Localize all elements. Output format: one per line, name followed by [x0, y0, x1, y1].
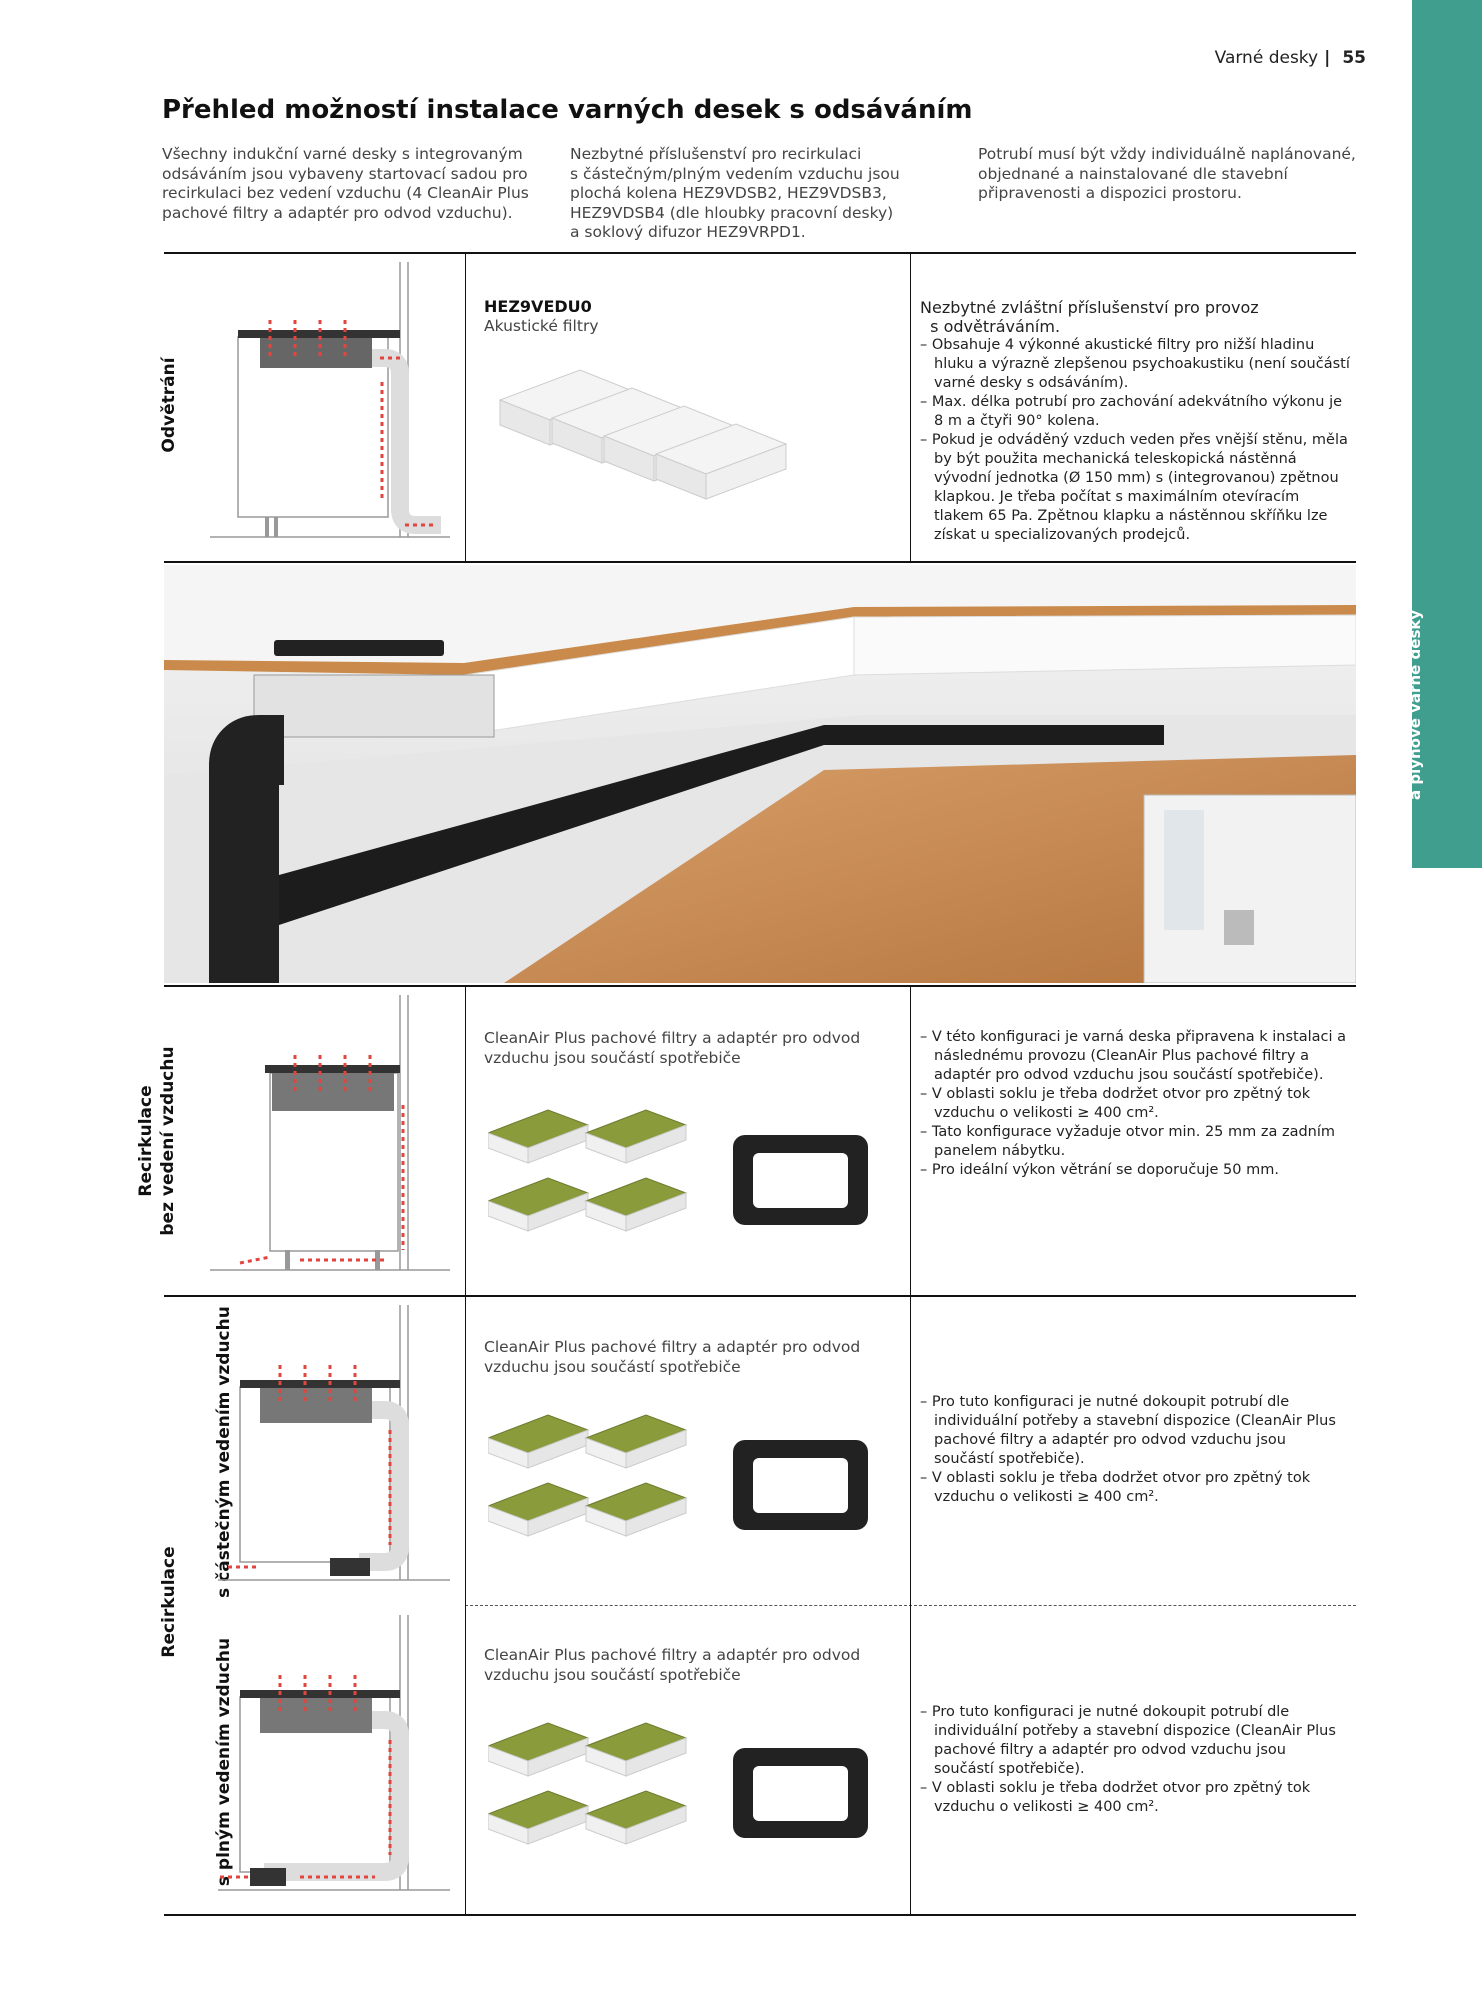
col-divider-1b: [465, 985, 466, 1914]
recirc-none-description: [920, 1028, 1350, 1180]
diagram-recirc-none: [210, 995, 450, 1285]
venting-bullet-3: – Pokud je odváděný vzduch veden přes vnější stěnu, měla by být použita mechanická teleskopická nástěnná vývodní jednotka (Ø 150 mm) s (integrovanou) zpětnou klapkou. Je třeba počítat s maximálním otevíracím tlakem 65 Pa. Zpětnou klapku a nástěnnou skříňku lze získat u specializovaných prodejců.: [920, 432, 1348, 543]
recirc-partial-note: CleanAir Plus pachové filtry a adaptér pro odvod vzduchu jsou součástí spotřebiče: [484, 1338, 861, 1376]
recirc-partial-description: [920, 1393, 1350, 1507]
venting-bullet-2: – Max. délka potrubí pro zachování adekvátního výkonu je 8 m a čtyři 90° kolena.: [920, 394, 1343, 429]
kitchen-installation-photo: [164, 565, 1356, 983]
section-name: Varné desky: [1214, 48, 1319, 68]
page-header: [1215, 48, 1366, 68]
row-label-venting: Odvětrání: [159, 357, 179, 453]
col-divider-2a: [910, 252, 911, 561]
product-code: HEZ9VEDU0: [484, 297, 592, 316]
rule-top: [164, 252, 1356, 254]
page-number: 55: [1342, 48, 1366, 68]
header-separator: |: [1324, 48, 1331, 68]
row-label-recirc-group: Recirkulace: [159, 1546, 179, 1658]
row-label-recirc-full: s plným vedením vzduchu: [214, 1637, 234, 1887]
recirc-full-note: CleanAir Plus pachové filtry a adaptér pro odvod vzduchu jsou součástí spotřebiče: [484, 1646, 861, 1684]
recirc-none-bullet-2: – V oblasti soklu je třeba dodržet otvor pro zpětný tok vzduchu o velikosti ≥ 400 cm².: [920, 1086, 1311, 1121]
row-label-recirc-none: Recirkulace bez vedení vzduchu: [136, 1046, 178, 1236]
recirc-full-bullet-1: – Pro tuto konfiguraci je nutné dokoupit potrubí dle individuální potřeby a stavební dispozice (CleanAir Plus pachové filtry a adaptér pro odvod vzduchu jsou součástí spotřebiče).: [920, 1704, 1336, 1777]
rule-recirc-none-bottom: [164, 1295, 1356, 1297]
cleanair-filters-image-3: [488, 1718, 888, 1868]
recirc-none-bullet-3: – Tato konfigurace vyžaduje otvor min. 25 mm za zadním panelem nábytku.: [920, 1124, 1336, 1159]
recirc-none-bullet-1: – V této konfiguraci je varná deska připravena k instalaci a následnému provozu (CleanAir Plus pachové filtry a adaptér pro odvod vzduchu jsou součástí spotřebiče).: [920, 1029, 1347, 1083]
acoustic-filters-image: [490, 360, 800, 505]
recirc-full-bullet-2: – V oblasti soklu je třeba dodržet otvor pro zpětný tok vzduchu o velikosti ≥ 400 cm².: [920, 1780, 1311, 1815]
rule-photo-bottom: [164, 985, 1356, 987]
col-divider-1a: [465, 252, 466, 561]
venting-bullet-1: – Obsahuje 4 výkonné akustické filtry pro nižší hladinu hluku a výrazně zlepšenou psychoakustiku (není součástí varné desky s odsáváním).: [920, 337, 1350, 391]
recirc-none-note: CleanAir Plus pachové filtry a adaptér pro odvod vzduchu jsou součástí spotřebiče: [484, 1029, 861, 1067]
rule-venting-bottom: [164, 561, 1356, 563]
recirc-partial-bullet-1: – Pro tuto konfiguraci je nutné dokoupit potrubí dle individuální potřeby a stavební dispozice (CleanAir Plus pachové filtry a adaptér pro odvod vzduchu jsou součástí spotřebiče).: [920, 1394, 1336, 1467]
recirc-full-description: [920, 1703, 1350, 1817]
diagram-recirc-full: [210, 1615, 450, 1905]
cleanair-filters-image-2: [488, 1410, 888, 1560]
recirc-none-bullet-4: – Pro ideální výkon větrání se doporučuje 50 mm.: [920, 1162, 1279, 1178]
rule-bottom: [164, 1914, 1356, 1916]
intro-column-3: Potrubí musí být vždy individuálně naplánované, objednané a nainstalované dle stavební připravenosti a dispozici prostoru.: [978, 145, 1356, 202]
diagram-recirc-partial: [210, 1305, 450, 1595]
intro-column-2: Nezbytné příslušenství pro recirkulaci s částečným/plným vedením vzduchu jsou plochá kolena HEZ9VDSB2, HEZ9VDSB3, HEZ9VDSB4 (dle hloubky pracovní desky) a soklový difuzor HEZ9VRPD1.: [570, 145, 900, 241]
col-divider-2b: [910, 985, 911, 1914]
product-name: Akustické filtry: [484, 317, 599, 335]
intro-column-1: Všechny indukční varné desky s integrovaným odsáváním jsou vybaveny startovací sadou pro recirkulaci bez vedení vzduchu (4 CleanAir Plus pachové filtry a adaptér pro odvod vzduchu).: [162, 145, 529, 222]
chapter-tab-tip: [1412, 797, 1482, 867]
cleanair-filters-image-1: [488, 1105, 888, 1255]
recirc-partial-bullet-2: – V oblasti soklu je třeba dodržet otvor pro zpětný tok vzduchu o velikosti ≥ 400 cm².: [920, 1470, 1311, 1505]
venting-lead: Nezbytné zvláštní příslušenství pro provoz s odvětráváním.: [920, 298, 1259, 336]
diagram-venting: [210, 262, 450, 552]
venting-description: [920, 298, 1350, 545]
page-title: Přehled možností instalace varných desek s odsáváním: [162, 95, 973, 125]
row-label-recirc-partial: s částečným vedením vzduchu: [214, 1306, 234, 1598]
